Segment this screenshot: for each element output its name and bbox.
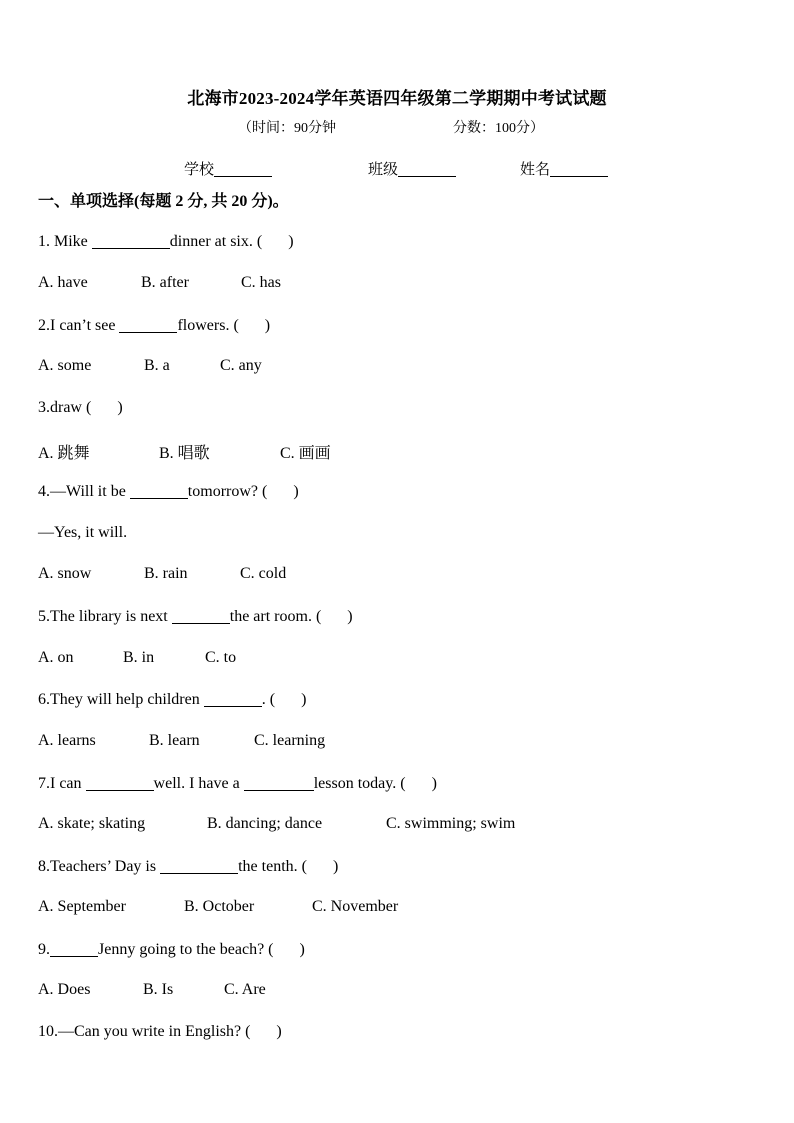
question-text: ) [332,858,339,875]
answer-blank[interactable] [50,940,98,957]
option-c[interactable]: C. swimming; swim [386,815,516,832]
name-field[interactable] [520,158,608,179]
question-text: 1. Mike [38,233,92,250]
question-3 [38,399,123,417]
option-c[interactable]: C. Are [224,981,266,998]
question-text: 4.—Will it be [38,483,130,500]
name-blank[interactable] [550,160,608,177]
question-text: 8.Teachers’ Day is [38,858,161,875]
answer-blank[interactable] [86,774,154,791]
question-text: 2.I can’t see [38,317,120,334]
option-c[interactable]: C. learning [254,732,326,749]
question-4 [38,482,299,501]
option-c[interactable]: C. has [241,274,281,291]
answer-blank[interactable] [204,690,262,707]
option-c[interactable]: C. 画画 [280,445,331,462]
class-label: 班级 [368,162,399,178]
option-c[interactable]: C. November [312,898,399,915]
class-blank[interactable] [398,160,456,177]
question-text: 7.I can [38,775,86,792]
question-10 [38,1023,282,1041]
option-b[interactable]: B. rain [144,565,188,582]
exam-score: 分数：100分） [453,121,544,136]
option-a[interactable]: A. on [38,649,74,666]
option-a[interactable]: A. learns [38,732,96,749]
answer-blank[interactable] [172,607,230,624]
question-text: ) [347,608,353,625]
question-text: tomorrow? ( [187,483,268,500]
option-b[interactable]: B. after [141,274,189,291]
option-b[interactable]: B. 唱歌 [159,445,210,462]
option-c[interactable]: C. to [205,649,237,666]
option-a[interactable]: A. have [38,274,88,291]
question-2 [38,316,270,335]
question-text: dinner at six. ( [169,233,263,250]
option-b[interactable]: B. learn [149,732,200,749]
school-field[interactable] [184,158,272,179]
answer-blank[interactable] [130,482,188,499]
question-text: 5.The library is next [38,608,172,625]
question-1 [38,232,294,251]
option-a[interactable]: A. September [38,898,126,915]
question-text: Jenny going to the beach? ( [98,941,274,958]
question-text: lesson today. ( [313,775,406,792]
option-a[interactable]: A. some [38,357,92,374]
name-label: 姓名 [520,162,551,178]
exam-time: （时间：90分钟 [238,121,336,136]
question-text: well. I have a [153,775,244,792]
option-b[interactable]: B. in [123,649,155,666]
option-a[interactable]: A. skate; skating [38,815,146,832]
question-text: ) [276,1023,282,1040]
question-8 [38,857,338,876]
option-c[interactable]: C. any [220,357,262,374]
school-blank[interactable] [214,160,272,177]
option-b[interactable]: B. a [144,357,170,374]
question-text: ) [301,691,307,708]
answer-blank[interactable] [92,232,170,249]
question-text: ) [299,941,305,958]
question-text: the tenth. ( [238,858,307,875]
question-text: ) [117,399,123,416]
question-7 [38,774,437,793]
school-label: 学校 [184,162,215,178]
question-5 [38,607,353,626]
question-text: 3.draw ( [38,399,92,416]
question-text: flowers. ( [177,317,239,334]
option-a[interactable]: A. Does [38,981,91,998]
class-field[interactable] [368,158,456,179]
option-b[interactable]: B. October [184,898,255,915]
exam-info [238,117,544,137]
option-a[interactable]: A. snow [38,565,92,582]
question-4-answer: —Yes, it will. [38,524,128,541]
option-b[interactable]: B. Is [143,981,174,998]
option-c[interactable]: C. cold [240,565,287,582]
question-text: ) [288,233,294,250]
question-9 [38,940,305,959]
question-text: 6.They will help children [38,691,204,708]
question-text: the art room. ( [229,608,322,625]
question-text: 9. [38,941,50,958]
question-6 [38,690,306,709]
answer-blank[interactable] [244,774,314,791]
question-text: ) [264,317,271,334]
answer-blank[interactable] [119,316,177,333]
page-title: 北海市2023-2024学年英语四年级第二学期期中考试试题 [187,89,607,108]
question-text: ) [431,775,437,792]
option-a[interactable]: A. 跳舞 [38,445,90,462]
section-heading: 一、单项选择(每题 2 分, 共 20 分)。 [38,193,289,210]
question-text: . ( [261,691,276,708]
answer-blank[interactable] [160,857,238,874]
option-b[interactable]: B. dancing; dance [207,815,323,832]
question-text: ) [293,483,299,500]
question-text: 10.—Can you write in English? ( [38,1023,251,1040]
